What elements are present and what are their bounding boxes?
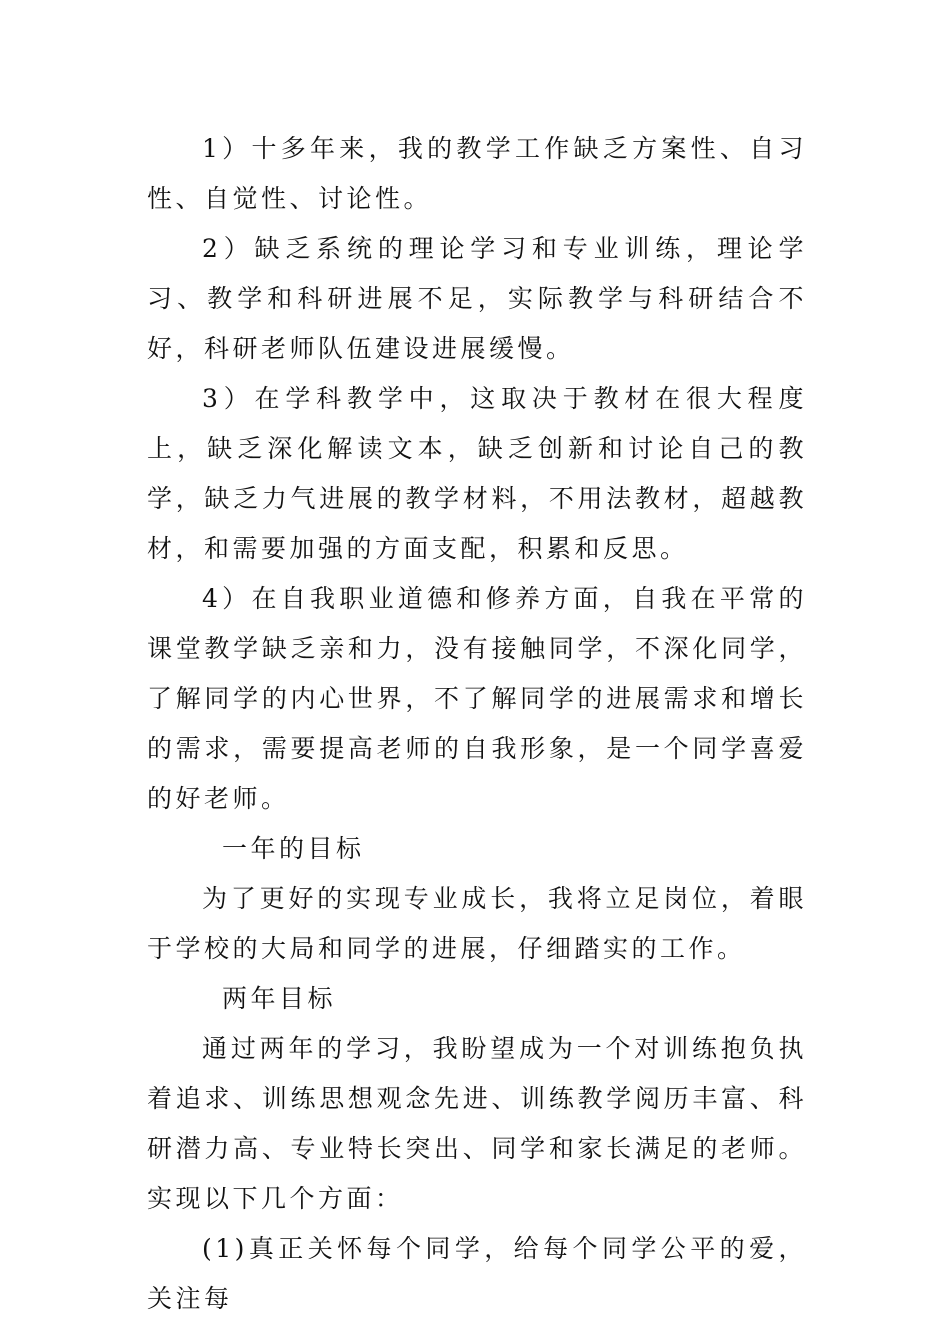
paragraph-shortcoming-3: 3）在学科教学中，这取决于教材在很大程度上，缺乏深化解读文本，缺乏创新和讨论自己的教学，缺乏力气进展的教学材料，不用法教材，超越教材，和需要加强的方面支配，积累和反思。 xyxy=(147,384,807,563)
heading-one-year-goal: 一年的目标 xyxy=(222,834,365,863)
paragraph-shortcoming-2: 2）缺乏系统的理论学习和专业训练，理论学习、教学和科研进展不足，实际教学与科研结合不好，科研老师队伍建设进展缓慢。 xyxy=(147,234,807,363)
paragraph-two-year-goal: 通过两年的学习，我盼望成为一个对训练抱负执着追求、训练思想观念先进、训练教学阅历丰富、科研潜力高、专业特长突出、同学和家长满足的老师。实现以下几个方面： xyxy=(147,1034,807,1213)
document-body xyxy=(147,124,807,1324)
paragraph-shortcoming-1: 1）十多年来，我的教学工作缺乏方案性、自习性、自觉性、讨论性。 xyxy=(147,134,807,213)
paragraph-shortcoming-4: 4）在自我职业道德和修养方面，自我在平常的课堂教学缺乏亲和力，没有接触同学，不深化同学，了解同学的内心世界，不了解同学的进展需求和增长的需求，需要提高老师的自我形象，是一个同学喜爱的好老师。 xyxy=(147,584,807,813)
paragraph-one-year-goal: 为了更好的实现专业成长，我将立足岗位，着眼于学校的大局和同学的进展，仔细踏实的工作。 xyxy=(147,884,807,963)
heading-two-year-goal: 两年目标 xyxy=(222,984,337,1013)
paragraph-goal-item-1: (1)真正关怀每个同学，给每个同学公平的爱，关注每 xyxy=(147,1234,807,1313)
